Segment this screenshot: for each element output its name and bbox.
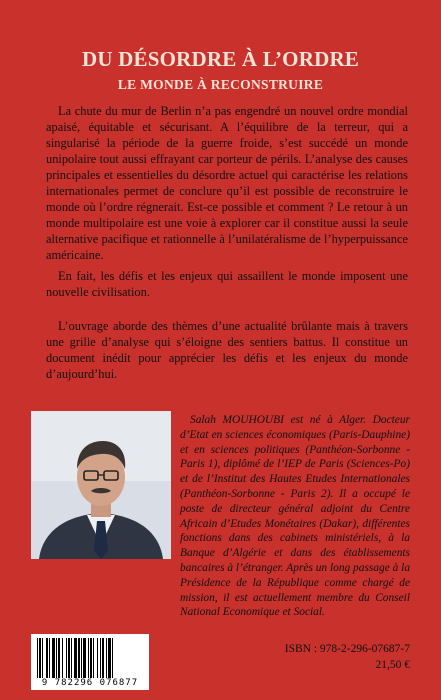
barcode-stripe bbox=[37, 638, 38, 678]
summary-paragraph-2: En fait, les défis et les enjeux qui assaillent le monde imposent une nouvelle civilisation. bbox=[46, 269, 408, 299]
barcode-stripe bbox=[71, 638, 72, 678]
barcode-stripe bbox=[68, 638, 70, 678]
barcode-stripe bbox=[74, 638, 77, 678]
barcode-stripe bbox=[46, 638, 48, 678]
barcode-stripe bbox=[88, 638, 89, 678]
barcode-bars bbox=[37, 638, 143, 678]
author-portrait-image bbox=[31, 411, 171, 559]
isbn-label: ISBN : 978-2-296-07687-7 bbox=[284, 643, 410, 655]
barcode-stripe bbox=[62, 638, 63, 678]
book-title: DU DÉSORDRE À L’ORDRE bbox=[81, 47, 360, 71]
barcode-stripe bbox=[42, 638, 43, 678]
barcode-stripe bbox=[106, 638, 107, 678]
barcode-stripe bbox=[56, 638, 57, 678]
barcode-stripe bbox=[81, 638, 82, 678]
barcode bbox=[31, 634, 149, 690]
barcode-stripe bbox=[100, 638, 101, 678]
barcode-stripe bbox=[78, 638, 80, 678]
summary-paragraph-1: La chute du mur de Berlin n’a pas engendré un nouvel ordre mondial apaisé, équitable et sécurisant. A l’équilibre de la terreur, qui a singularisé la période de la guerre froide, s’est succédé un monde unipolaire tout aussi effrayant car porteur de périls. L’analyse des causes principales et essentielles du désordre actuel qui caractérise les relations internationales permet de conclure qu’il est possible de reconstruire le monde où l’ordre régnerait. Est-ce possible et comment ? Le retour à un monde multipolaire est une voie à explorer car il constitue aussi la seule alternative pacifique et rationnelle à l’unilatéralisme de l’hyperpuissance américaine. bbox=[46, 104, 408, 262]
barcode-stripe bbox=[39, 638, 41, 678]
price-label: 21,50 € bbox=[375, 659, 410, 671]
barcode-stripe bbox=[66, 638, 67, 678]
barcode-stripe bbox=[93, 638, 94, 678]
barcode-stripe bbox=[58, 638, 60, 678]
book-subtitle: LE MONDE À RECONSTRUIRE bbox=[117, 77, 324, 92]
author-biography: Salah MOUHOUBI est né à Alger. Docteur d’Etat en sciences économiques (Paris-Dauphine) et en sciences politiques (Panthéon-Sorbonne - Paris 1), diplômé de l’IEP de Paris (Sciences-Po) et de l’Institut des Hautes Etudes Internationales (Panthéon-Sorbonne - Paris 2). Il a occupé le poste de directeur général adjoint du Centre Africain d’Etudes Monétaires (Dakar), différentes fonctions dans des cabinets ministériels, à la Banque d’Algérie et dans des établissements bancaires à l’étranger. Après un long passage à la Présidence de la République comme chargé de mission, il est actuellement membre du Conseil National Economique et Social. bbox=[180, 414, 411, 619]
barcode-stripe bbox=[108, 638, 111, 678]
barcode-stripe bbox=[90, 638, 92, 678]
barcode-stripe bbox=[52, 638, 55, 678]
barcode-stripe bbox=[49, 638, 50, 678]
barcode-stripe bbox=[112, 638, 113, 678]
summary-paragraph-3: L’ouvrage aborde des thèmes d’une actualité brûlante mais à travers une grille d’analyse qui s’éloigne des sentiers battus. Il constitue un document inédit pour apprécier les défis et les enjeux du monde d’aujourd’hui. bbox=[46, 319, 408, 381]
barcode-stripe bbox=[83, 638, 86, 678]
author-photo bbox=[31, 411, 171, 559]
barcode-stripe bbox=[102, 638, 104, 678]
barcode-number: 9 782296 076877 bbox=[41, 678, 139, 688]
barcode-stripe bbox=[97, 638, 98, 678]
